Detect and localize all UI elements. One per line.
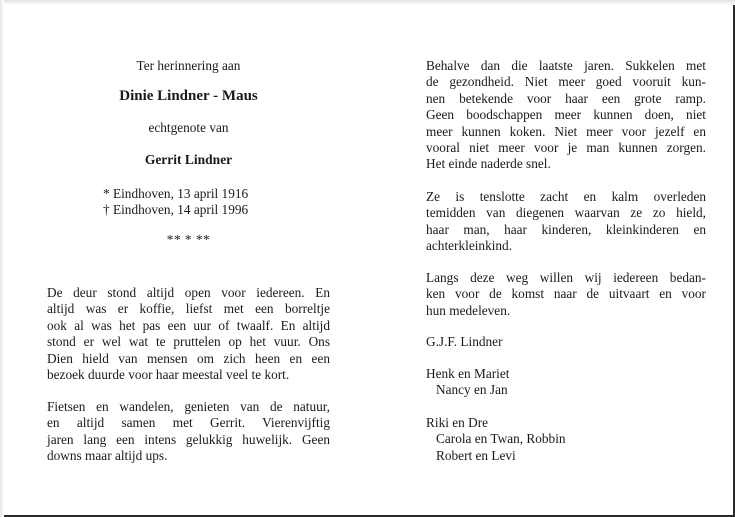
family-group-2 bbox=[426, 415, 566, 464]
text-line: Fietsen en wandelen, genieten van de natuur, bbox=[47, 399, 330, 414]
text-line: jaren lang een intens gelukkig huwelijk. Geen bbox=[47, 431, 330, 447]
text-line: altijd was er koffie, liefst met een borreltje bbox=[47, 301, 330, 317]
text-line: en altijd samen met Gerrit. Vierenvijftig bbox=[47, 415, 330, 431]
left-paragraph-2 bbox=[47, 399, 330, 465]
text-line: bezoek duurde voor haar meestal veel te kort. bbox=[47, 367, 290, 383]
text-line: Ze is tenslotte zacht en kalm overleden bbox=[426, 189, 706, 204]
life-dates bbox=[103, 186, 303, 219]
death-date: † Eindhoven, 14 april 1996 bbox=[103, 202, 249, 218]
birth-date: * Eindhoven, 13 april 1916 bbox=[103, 186, 249, 201]
text-line: haar man, haar kinderen, kleinkinderen en bbox=[426, 221, 706, 237]
text-line: downs maar altijd ups. bbox=[47, 448, 168, 464]
text-line: temidden van diegenen waarvan ze zo hield, bbox=[426, 205, 706, 221]
text-line: Het einde naderde snel. bbox=[426, 156, 551, 172]
intro-text: Ter herinnering aan bbox=[136, 58, 241, 73]
text-line: Geen boodschappen meer kunnen doen, niet bbox=[426, 107, 706, 123]
deceased-name: Dinie Lindner - Maus bbox=[119, 88, 258, 104]
text-line: nen betekende voor haar een grote ramp. bbox=[426, 90, 706, 106]
right-paragraph-1 bbox=[426, 58, 706, 173]
text-line: ook al was het pas een uur of twaalf. En altijd bbox=[47, 317, 330, 333]
right-paragraph-3 bbox=[426, 270, 706, 319]
family-line: Riki en Dre bbox=[426, 415, 489, 430]
text-line: hun medeleven. bbox=[426, 302, 511, 318]
text-line: Behalve dan die laatste jaren. Sukkelen met bbox=[426, 58, 706, 73]
text-line: stond er wel wat te pruttelen op het vuur. Ons bbox=[47, 334, 330, 350]
separator-stars: ** * ** bbox=[166, 232, 211, 247]
signature-main: G.J.F. Lindner bbox=[426, 334, 503, 349]
text-line: achterkleinkind. bbox=[426, 238, 513, 254]
left-paragraph-1 bbox=[47, 285, 330, 383]
card-edge-top bbox=[0, 0, 735, 5]
text-line: De deur stond altijd open voor iedereen. En bbox=[47, 285, 330, 300]
card-edge-left bbox=[0, 0, 4, 517]
text-line: Langs deze weg willen wij iedereen bedan- bbox=[426, 270, 706, 285]
family-group-1 bbox=[426, 366, 509, 399]
family-line: Henk en Mariet bbox=[426, 366, 510, 381]
text-line: ken voor de komst naar de uitvaart en voor bbox=[426, 286, 706, 302]
text-line: de gezondheid. Niet meer goed vooruit kun- bbox=[426, 74, 706, 90]
text-line: meer kunnen koken. Niet meer voor jezelf en bbox=[426, 123, 706, 139]
spouse-of-label: echtgenote van bbox=[148, 120, 229, 135]
text-line: vooral niet meer voor je man kunnen zorgen. bbox=[426, 140, 706, 156]
spouse-name: Gerrit Lindner bbox=[144, 152, 233, 167]
family-line: Robert en Levi bbox=[436, 447, 516, 463]
family-line: Nancy en Jan bbox=[436, 382, 508, 398]
family-line: Carola en Twan, Robbin bbox=[436, 431, 566, 447]
right-paragraph-2 bbox=[426, 189, 706, 255]
text-line: Dien hield van mensen om zich heen en een bbox=[47, 350, 330, 366]
